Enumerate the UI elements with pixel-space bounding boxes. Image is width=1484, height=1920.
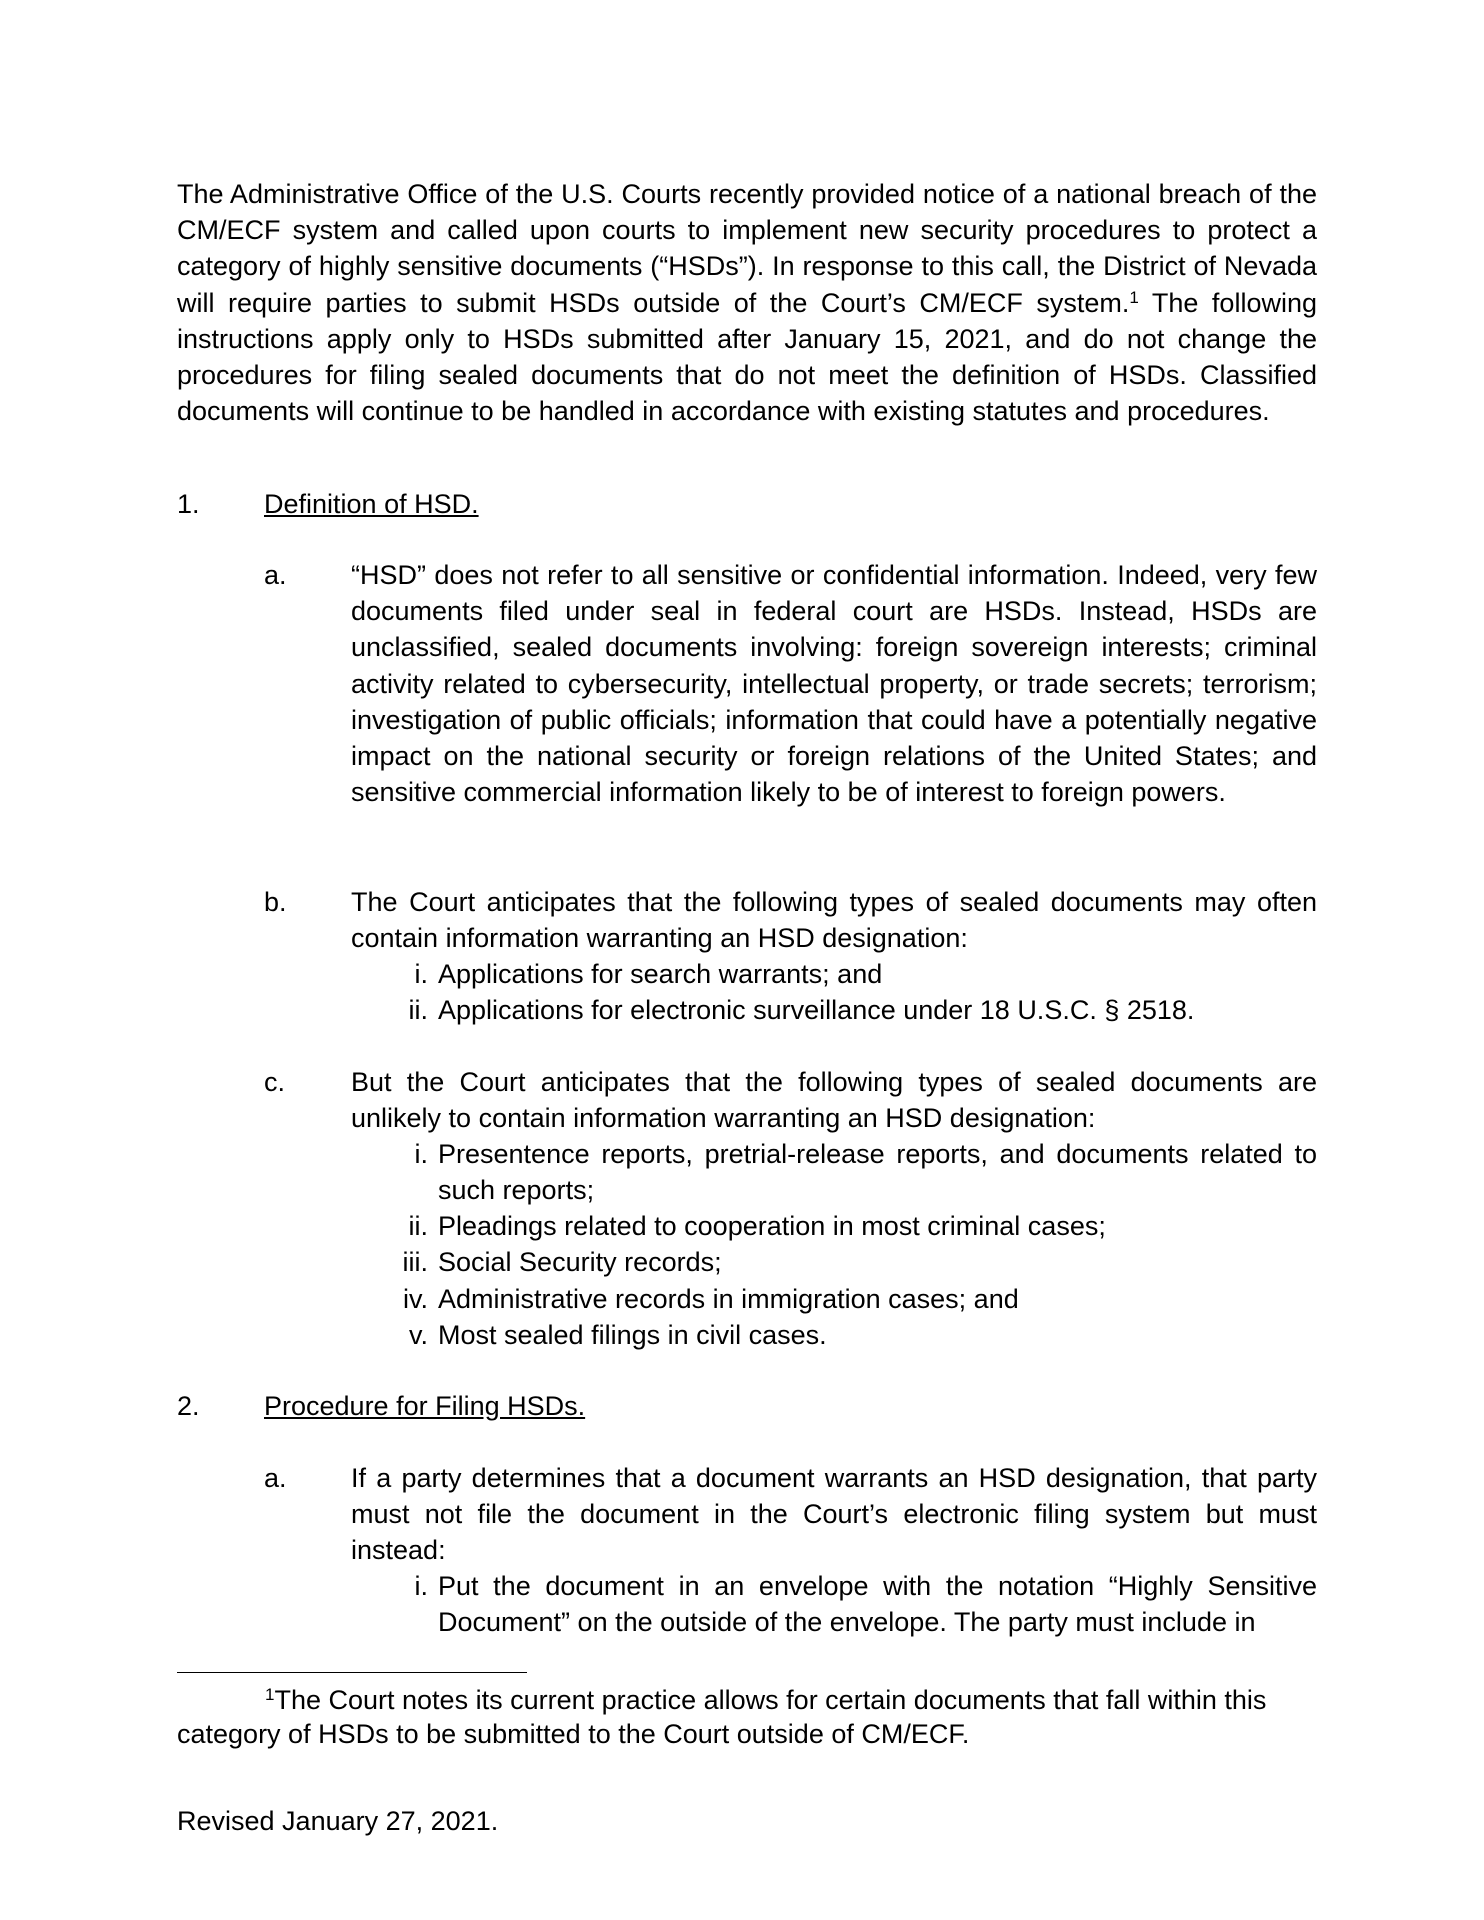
item-1b-letter: b. (264, 887, 287, 917)
list-item-number: i. (414, 1139, 428, 1169)
list-item-number: i. (414, 959, 428, 989)
list-item-number: iii. (402, 1247, 428, 1277)
footnote-mark: 1 (265, 1685, 275, 1704)
item-2a-letter: a. (264, 1463, 287, 1493)
list-item-text: Social Security records; (438, 1247, 722, 1277)
list-item-text: Administrative records in immigration cases; and (438, 1284, 1019, 1314)
footnote-reference: 1 (1129, 287, 1139, 307)
section-2-number: 2. (177, 1391, 200, 1421)
list-item-number: v. (409, 1320, 428, 1350)
list-item-text: Most sealed filings in civil cases. (438, 1320, 827, 1350)
list-item-text: Applications for electronic surveillance under 18 U.S.C. § 2518. (438, 995, 1195, 1025)
item-1c-letter: c. (264, 1067, 286, 1097)
list-item-text: Pleadings related to cooperation in most criminal cases; (438, 1211, 1106, 1241)
revision-date: Revised January 27, 2021. (177, 1806, 499, 1836)
section-1-number: 1. (177, 489, 200, 519)
item-2a-text: If a party determines that a document warrants an HSD designation, that party must not file the document in the Court’s electronic filing system but must instead: (351, 1463, 1317, 1566)
section-1-heading: Definition of HSD. (264, 489, 479, 519)
list-item-text: Put the document in an envelope with the notation “Highly Sensitive Document” on the outside of the envelope. The party must include in (438, 1571, 1317, 1638)
item-1b-text: The Court anticipates that the following types of sealed documents may often contain information warranting an HSD designation: (351, 887, 1317, 954)
section-2-heading: Procedure for Filing HSDs. (264, 1391, 586, 1421)
item-1a-text: “HSD” does not refer to all sensitive or confidential information. Indeed, very few documents filed under seal in federal court are HSDs. Instead, HSDs are unclassified, sealed documents involving: foreign sovereign interests; criminal activity related to cybersecurity, intellectual property, or trade secrets; terrorism; investigation of public officials; information that could have a potentially negative impact on the national security or foreign relations of the United States; and sensitive commercial information likely to be of interest to foreign powers. (351, 560, 1317, 808)
intro-paragraph (177, 176, 1317, 429)
footnote-text: The Court notes its current practice allows for certain documents that fall within this category of HSDs to be submitted to the Court outside of CM/ECF. (177, 1685, 1267, 1749)
item-1a-letter: a. (264, 560, 287, 590)
list-item-text: Presentence reports, pretrial-release reports, and documents related to such reports; (438, 1139, 1317, 1206)
list-item-text: Applications for search warrants; and (438, 959, 883, 989)
list-item-number: i. (414, 1571, 428, 1601)
footnote-separator (177, 1672, 527, 1673)
list-item-number: ii. (408, 995, 428, 1025)
intro-text: The Administrative Office of the U.S. Courts recently provided notice of a national breach of the CM/ECF system and called upon courts to implement new security procedures to protect a category of highly sensitive documents (“HSDs”). In response to this call, the District of Nevada will require parties to submit HSDs outside of the Court’s CM/ECF system. (177, 179, 1317, 318)
list-item-number: ii. (408, 1211, 428, 1241)
intro-text-continued: The following instructions apply only to HSDs submitted after January 15, 2021, and do not change the procedures for filing sealed documents that do not meet the definition of HSDs. Classified documents will continue to be handled in accordance with existing statutes and procedures. (177, 287, 1317, 427)
list-item-number: iv. (403, 1284, 428, 1314)
footnote (177, 1683, 1297, 1751)
item-1c-text: But the Court anticipates that the following types of sealed documents are unlikely to contain information warranting an HSD designation: (351, 1067, 1317, 1134)
